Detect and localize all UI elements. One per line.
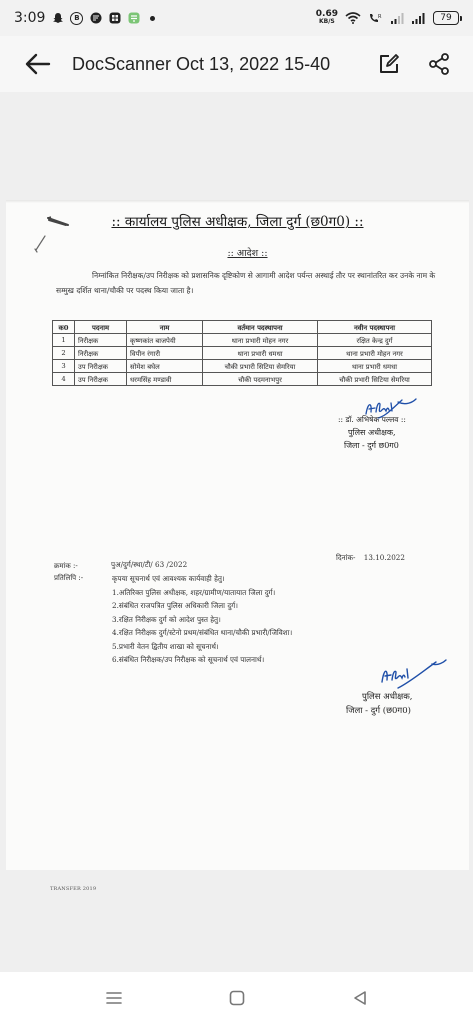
status-bar	[0, 0, 473, 36]
table-cell: सोमेश बघेल	[127, 360, 203, 373]
order-date	[336, 553, 405, 563]
signatory2-title: पुलिस अधीक्षक,	[362, 692, 413, 702]
footer-tag: TRANSFER 2019	[50, 886, 97, 892]
share-button[interactable]	[421, 46, 457, 82]
table-cell: थाना प्रभारी धमधा	[318, 360, 432, 373]
ref-label: क्रमांक :-	[54, 562, 78, 570]
table-row	[53, 347, 432, 360]
message-icon	[89, 12, 102, 25]
status-left	[14, 10, 159, 26]
table-cell: रक्षित केन्द्र दुर्ग	[318, 334, 432, 347]
table-cell: थाना प्रभारी मोहन नगर	[318, 347, 432, 360]
table-row	[53, 360, 432, 373]
table-cell: 3	[53, 360, 75, 373]
network-speed	[316, 10, 338, 26]
table-cell: कृष्णकांत बाजपेयी	[127, 334, 203, 347]
table-cell: निरीक्षक	[75, 347, 127, 360]
signatory-name: :: डॉ. अभिषेक पल्लव ::	[338, 415, 406, 424]
edit-icon	[378, 53, 400, 75]
network-speed-unit: KB/S	[319, 18, 335, 25]
copy-item: कृपया सूचनार्थ एवं आवश्यक कार्यवाही हेतु।	[112, 574, 225, 583]
reference-number: पुअ/दुर्ग/स्था/टी/ 63 /2022	[111, 560, 188, 569]
table-cell: थाना प्रभारी मोहन नगर	[203, 334, 318, 347]
nav-back-button[interactable]	[346, 984, 374, 1012]
table-row	[53, 373, 432, 386]
signatory2-district: जिला - दुर्ग (छ0ग0)	[346, 706, 411, 716]
table-header-row	[53, 321, 432, 334]
table-cell: निरीक्षक	[75, 334, 127, 347]
signatory-district: जिला - दुर्ग छ0ग0	[344, 441, 399, 450]
status-right	[316, 10, 459, 26]
signatory-block	[334, 413, 406, 452]
back-icon	[352, 990, 368, 1006]
table-cell: विपीन रंगारी	[127, 347, 203, 360]
app-bar	[0, 36, 473, 92]
sim-b-icon: B	[70, 12, 83, 25]
copy-item: 3.रक्षित निरीक्षक दुर्ग को आदेश पुस्त हेतु।	[112, 614, 221, 624]
copy-item: 1.अतिरिक्त पुलिस अधीक्षक, शहर/ग्रामीण/यातायात जिला दुर्ग।	[112, 587, 276, 597]
table-cell: उप निरीक्षक	[75, 373, 127, 386]
app-actions	[371, 46, 457, 82]
back-arrow-icon	[25, 53, 51, 75]
recents-icon	[105, 990, 123, 1006]
reference-labels	[54, 560, 83, 584]
copy-list	[112, 572, 292, 667]
scanned-page	[6, 200, 469, 892]
signatory-block-2	[346, 690, 413, 718]
table-cell: थाना प्रभारी धमधा	[203, 347, 318, 360]
copy-label: प्रतिलिपि :-	[54, 574, 84, 582]
table-header: नाम	[127, 321, 203, 334]
table-header: नवीन पदस्थापना	[318, 321, 432, 334]
copy-item: 5.प्रभारी वेतन द्वितीय शाखा को सूचनार्थ।	[112, 641, 219, 651]
table-cell: 2	[53, 347, 75, 360]
network-speed-value: 0.69	[315, 9, 338, 19]
order-title: :: आदेश ::	[227, 248, 268, 259]
order-intro: निम्नांकित निरीक्षक/उप निरीक्षक को प्रशासनिक दृष्टिकोण से आगामी आदेश पर्यन्त अस्थाई तौर पर स्थानांतरित कर उनके नाम के सम्मुख दर्शित थाना/चौकी पर पदस्थ किया जाता है।	[56, 271, 436, 295]
table-cell: 4	[53, 373, 75, 386]
snapchat-icon	[51, 12, 64, 25]
table-cell: 1	[53, 334, 75, 347]
copy-item: 4.रक्षित निरीक्षक दुर्ग/स्टेनो प्रथम/संबंधित थाना/चौकी प्रभारी/जिविशा।	[112, 628, 293, 637]
status-time: 3:09	[14, 10, 46, 26]
home-icon	[229, 990, 245, 1006]
table-header: पदनाम	[75, 321, 127, 334]
more-notifications-icon	[146, 12, 159, 25]
volte-call-icon	[368, 12, 384, 25]
edit-button[interactable]	[371, 46, 407, 82]
date-value: 13.10.2022	[363, 553, 405, 562]
app-notification-icon	[127, 12, 140, 25]
wifi-icon	[345, 12, 361, 25]
share-icon	[428, 53, 450, 75]
back-button[interactable]	[18, 44, 58, 84]
grid-app-icon	[108, 12, 121, 25]
svg-text:R: R	[378, 14, 382, 20]
home-button[interactable]	[223, 984, 251, 1012]
table-row	[53, 334, 432, 347]
postings-table	[52, 320, 432, 386]
document-header: :: कार्यालय पुलिस अधीक्षक, जिला दुर्ग (छ0ग0) ::	[111, 214, 364, 230]
signatory-title: पुलिस अधीक्षक,	[348, 428, 396, 437]
table-cell: चौकी प्रभारी सिटिया सेमरिया	[203, 360, 318, 373]
document-viewer[interactable]	[0, 92, 473, 972]
battery-level: 79	[440, 13, 452, 23]
copy-item: 6.संबंधित निरीक्षक/उप निरीक्षक को सूचनार्थ एवं पालनार्थ।	[112, 655, 265, 664]
signal-strength-2-icon	[412, 12, 426, 25]
navigation-bar	[0, 972, 473, 1024]
copy-item: 2.संबंधित राजपत्रित पुलिस अधिकारी जिला दुर्ग।	[112, 601, 238, 610]
table-cell: उप निरीक्षक	[75, 360, 127, 373]
document-title: DocScanner Oct 13, 2022 15-40	[72, 53, 331, 74]
date-label: दिनांक-	[336, 553, 356, 562]
recents-button[interactable]	[100, 984, 128, 1012]
table-header: क0	[53, 321, 75, 334]
table-cell: धरमसिंह मण्डावी	[127, 373, 203, 386]
signal-strength-1-icon	[391, 12, 405, 25]
battery-icon	[433, 11, 459, 25]
table-cell: चौकी प्रभारी सिटिया सेमरिया	[318, 373, 432, 386]
signature-mark-2	[374, 658, 448, 692]
table-header: वर्तमान पदस्थापना	[203, 321, 318, 334]
table-cell: चौकी पदमनाभपुर	[203, 373, 318, 386]
